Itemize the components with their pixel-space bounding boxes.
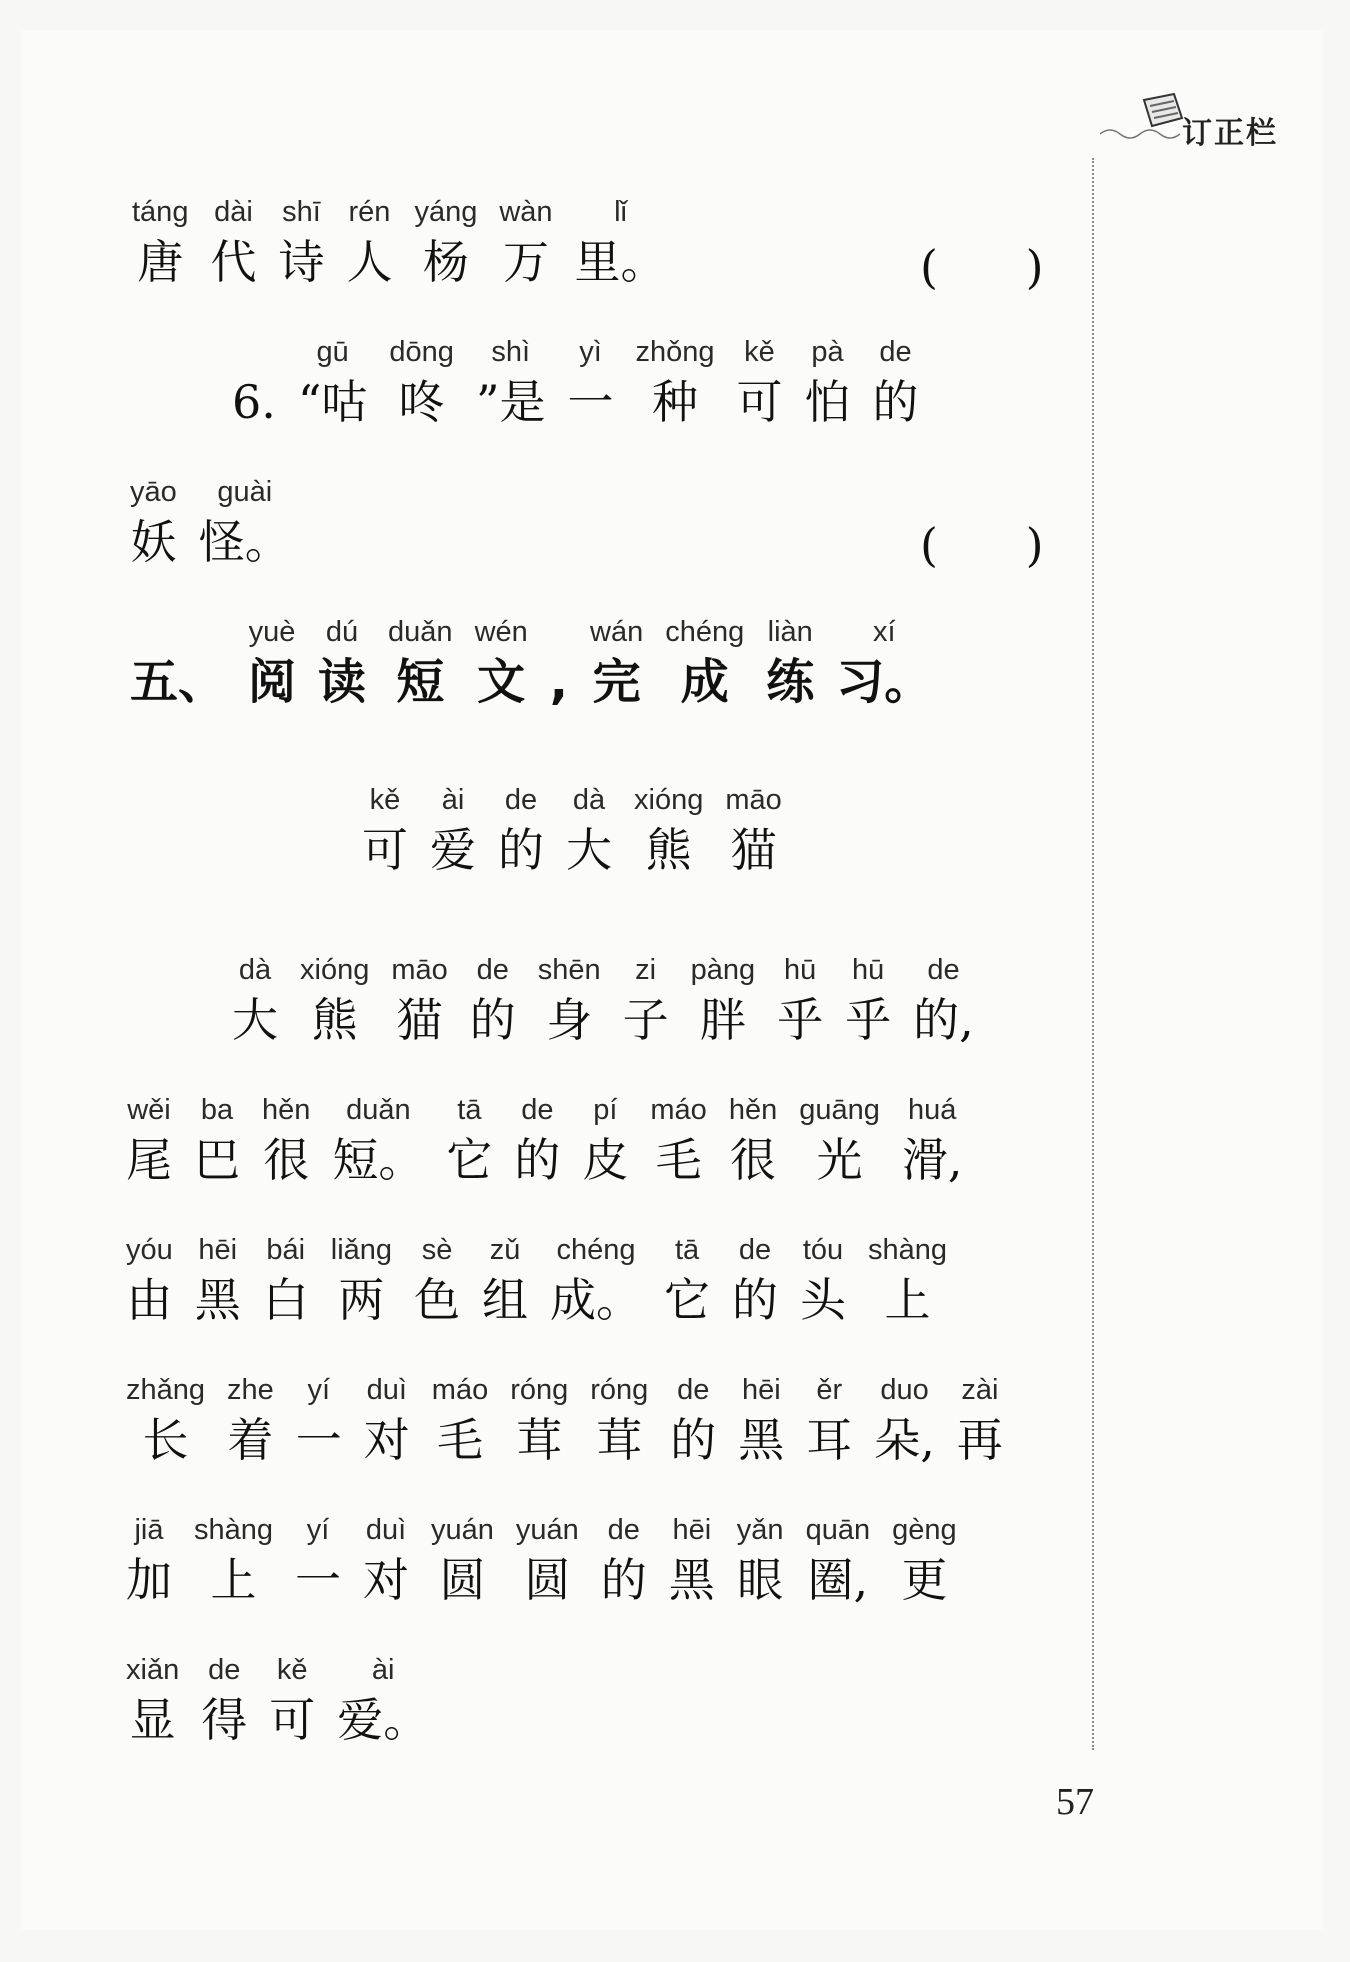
char-cell (126, 1370, 205, 1470)
pinyin: zhǒng (635, 336, 715, 368)
hanzi: 完 (592, 654, 641, 710)
pinyin: duǎn (388, 616, 453, 648)
pinyin: quān (805, 1514, 871, 1546)
hanzi: 杨 (422, 235, 469, 289)
pinyin: ài (441, 784, 465, 816)
pinyin: hēi (672, 1514, 712, 1546)
char-cell (650, 1090, 706, 1190)
hanzi: 的 (469, 993, 516, 1047)
pinyin: yí (306, 1514, 330, 1546)
char-cell (736, 332, 782, 432)
char-cell (799, 1090, 880, 1190)
hanzi: 读 (318, 654, 367, 710)
char-cell (388, 612, 453, 712)
char-cell (130, 612, 226, 712)
char-cell (346, 192, 392, 292)
char-cell (729, 1090, 777, 1190)
char-cell (806, 1370, 852, 1470)
hanzi: 人 (346, 235, 393, 289)
char-cell (232, 332, 276, 432)
hanzi: 上 (884, 1273, 931, 1327)
hanzi: 上 (210, 1553, 257, 1607)
hanzi: 可 (362, 823, 408, 877)
pinyin: guāng (799, 1094, 880, 1126)
pinyin: kě (744, 336, 775, 368)
pinyin: hū (784, 954, 817, 986)
pinyin: huá (907, 1094, 957, 1126)
pinyin: māo (391, 954, 448, 986)
pinyin: yāo (130, 476, 177, 508)
hanzi: 很 (263, 1133, 310, 1187)
char-cell (475, 612, 528, 712)
char-cell (800, 1230, 846, 1330)
pinyin: zhǎng (126, 1374, 206, 1406)
hanzi: 圈, (807, 1553, 869, 1607)
pinyin: tóu (802, 1234, 844, 1266)
pinyin: tā (457, 1094, 482, 1126)
pinyin: sè (421, 1234, 453, 1266)
pinyin: de (504, 784, 538, 816)
pinyin: dú (325, 616, 359, 648)
char-cell (263, 1230, 309, 1330)
pinyin: zi (635, 954, 657, 986)
char-cell (300, 950, 369, 1050)
pinyin: yǎn (736, 1514, 784, 1546)
pinyin: de (607, 1514, 640, 1546)
hanzi: 练 (766, 654, 815, 710)
hanzi: 文 (477, 654, 526, 710)
hanzi: 成。 (550, 1273, 643, 1327)
char-cell (201, 1650, 247, 1750)
char-cell (892, 1510, 957, 1610)
char-cell (590, 1370, 648, 1470)
hanzi: 更 (901, 1553, 948, 1607)
char-cell (590, 612, 643, 712)
pinyin: yì (579, 336, 602, 368)
char-cell (227, 1370, 274, 1470)
text-line-p4 (126, 1370, 1025, 1470)
hanzi: ”是 (475, 375, 546, 429)
hanzi: 短 (396, 654, 445, 710)
pinyin: xióng (634, 784, 704, 816)
char-cell (296, 1370, 342, 1470)
pinyin: wén (474, 616, 528, 648)
hanzi: 头 (800, 1273, 847, 1327)
pinyin: yuán (515, 1514, 579, 1546)
hanzi: 爱。 (337, 1693, 430, 1747)
pinyin: shàng (194, 1514, 274, 1546)
pinyin: māo (725, 784, 782, 816)
pinyin: chéng (665, 616, 745, 648)
char-cell (431, 1510, 494, 1610)
char-cell (957, 1370, 1003, 1470)
char-cell (804, 332, 850, 432)
char-cell (331, 1230, 392, 1330)
char-cell (414, 192, 477, 292)
pinyin: de (677, 1374, 710, 1406)
char-cell (337, 1650, 429, 1750)
pinyin: zhe (227, 1374, 274, 1406)
hanzi: 可 (269, 1693, 316, 1747)
hanzi: 毛 (655, 1133, 702, 1187)
hanzi: 里。 (574, 235, 667, 289)
hanzi: 怪。 (198, 515, 291, 569)
char-cell (664, 1230, 710, 1330)
char-cell (262, 1090, 310, 1190)
hanzi: 五、 (130, 654, 227, 710)
char-cell (389, 332, 454, 432)
hanzi: 再 (956, 1413, 1003, 1467)
char-cell (130, 472, 177, 572)
hanzi: 着 (227, 1413, 274, 1467)
char-cell (318, 612, 366, 712)
pinyin: róng (510, 1374, 569, 1406)
char-cell (132, 192, 188, 292)
hanzi: 茸 (516, 1413, 563, 1467)
pinyin: de (521, 1094, 554, 1126)
char-cell (332, 1090, 424, 1190)
hanzi: 的, (913, 993, 974, 1047)
hanzi: 妖 (130, 515, 177, 569)
hanzi: 圆 (439, 1553, 486, 1607)
hanzi: 两 (338, 1273, 385, 1327)
char-cell (414, 1230, 460, 1330)
hanzi: 乎 (845, 993, 892, 1047)
hanzi: 的 (670, 1413, 717, 1467)
hanzi: 的 (498, 823, 544, 877)
char-cell (777, 950, 823, 1050)
hanzi: 大 (566, 823, 612, 877)
text-line-p6 (126, 1650, 451, 1750)
char-cell (126, 1510, 172, 1610)
char-cell (582, 1090, 628, 1190)
char-cell (126, 1090, 172, 1190)
hanzi: 皮 (582, 1133, 629, 1187)
pinyin: hěn (262, 1094, 311, 1126)
hanzi: 茸 (596, 1413, 643, 1467)
hanzi: , (549, 654, 568, 710)
pinyin: duì (366, 1374, 407, 1406)
hanzi: 猫 (396, 993, 443, 1047)
hanzi: 光 (816, 1133, 863, 1187)
char-cell (248, 612, 296, 712)
hanzi: 成 (680, 654, 729, 710)
hanzi: 很 (730, 1133, 776, 1187)
pinyin: hěn (728, 1094, 778, 1126)
text-line-line2 (232, 332, 940, 432)
pinyin: dà (238, 954, 272, 986)
pinyin: hēi (741, 1374, 781, 1406)
pinyin: liǎng (330, 1234, 393, 1266)
hanzi: 种 (651, 375, 698, 429)
char-cell (295, 1510, 341, 1610)
char-cell (913, 950, 974, 1050)
pinyin: máo (650, 1094, 707, 1126)
hanzi: 的 (732, 1273, 779, 1327)
hanzi: 显 (129, 1693, 176, 1747)
char-cell (391, 950, 447, 1050)
pinyin: xióng (300, 954, 370, 986)
pinyin: máo (431, 1374, 489, 1406)
char-cell (278, 192, 324, 292)
correction-column-label: 订正栏 (1182, 116, 1278, 151)
pinyin: de (738, 1234, 772, 1266)
pinyin: pí (593, 1094, 618, 1126)
char-cell (872, 332, 918, 432)
text-line-p1 (232, 950, 996, 1050)
char-cell (498, 780, 544, 880)
pinyin: hēi (198, 1234, 238, 1266)
hanzi: 得 (201, 1693, 248, 1747)
char-cell (634, 780, 703, 880)
char-cell (199, 472, 291, 572)
pinyin: tā (674, 1234, 700, 1266)
char-cell (550, 612, 568, 712)
pinyin: pà (811, 336, 844, 368)
char-cell (476, 332, 546, 432)
pinyin: guài (217, 476, 273, 508)
hanzi: 的 (872, 375, 919, 429)
pinyin: dōng (389, 336, 454, 368)
char-cell (670, 1370, 716, 1470)
char-cell (874, 1370, 935, 1470)
hanzi: 一 (295, 1553, 342, 1607)
char-cell (364, 1370, 410, 1470)
hanzi: 唐 (137, 235, 184, 289)
pinyin: róng (590, 1374, 649, 1406)
char-cell (446, 1090, 492, 1190)
pinyin: ài (371, 1654, 395, 1686)
char-cell (126, 1650, 179, 1750)
char-cell (538, 950, 601, 1050)
answer-paren-2[interactable]: ( ) (920, 518, 1044, 572)
hanzi: 短。 (332, 1133, 425, 1187)
char-cell (232, 950, 278, 1050)
hanzi: 由 (126, 1273, 173, 1327)
hanzi: 乎 (777, 993, 824, 1047)
hanzi: 对 (363, 1553, 410, 1607)
pinyin: duo (880, 1374, 929, 1406)
pinyin: táng (132, 196, 189, 228)
page-number: 57 (1056, 1781, 1094, 1823)
pinyin: dà (572, 784, 606, 816)
hanzi: 咚 (398, 375, 445, 429)
pinyin: gū (316, 336, 349, 368)
char-cell (737, 1510, 784, 1610)
char-cell (126, 1230, 173, 1330)
pinyin: yí (307, 1374, 331, 1406)
pinyin: hū (852, 954, 885, 986)
char-cell (623, 950, 669, 1050)
correction-divider (1092, 158, 1094, 1750)
hanzi: 大 (232, 993, 278, 1047)
hanzi: 朵, (874, 1413, 935, 1467)
hanzi: 的 (514, 1133, 561, 1187)
char-cell (499, 192, 552, 292)
char-cell (836, 612, 932, 712)
hanzi: 色 (414, 1273, 461, 1327)
char-cell (432, 1370, 488, 1470)
char-cell (430, 780, 476, 880)
char-cell (601, 1510, 647, 1610)
hanzi: 眼 (737, 1553, 784, 1607)
hanzi: 万 (502, 235, 549, 289)
char-cell (194, 1510, 273, 1610)
text-line-line4 (130, 612, 954, 712)
char-cell (665, 612, 744, 712)
char-cell (470, 950, 516, 1050)
hanzi: 代 (210, 235, 257, 289)
hanzi: 圆 (524, 1553, 571, 1607)
pinyin: shī (282, 196, 321, 228)
pinyin: liàn (767, 616, 813, 648)
hanzi: 爱 (430, 823, 476, 877)
pinyin: shì (491, 336, 531, 368)
hanzi: 滑, (901, 1133, 963, 1187)
hanzi: 巴 (194, 1133, 240, 1187)
char-cell (482, 1230, 528, 1330)
hanzi: 毛 (436, 1413, 483, 1467)
char-cell (868, 1230, 947, 1330)
pinyin: ěr (816, 1374, 843, 1406)
char-cell (738, 1370, 784, 1470)
pinyin: rén (348, 196, 391, 228)
hanzi: 它 (664, 1273, 711, 1327)
hanzi: 它 (446, 1133, 493, 1187)
hanzi: 习。 (836, 654, 933, 710)
hanzi: 怕 (804, 375, 851, 429)
char-cell (195, 1230, 241, 1330)
pinyin: yáng (414, 196, 478, 228)
char-cell (902, 1090, 963, 1190)
hanzi: 一 (567, 375, 614, 429)
hanzi: 可 (736, 375, 783, 429)
pinyin: ba (200, 1094, 234, 1126)
text-line-line3 (130, 472, 313, 572)
pinyin: shēn (537, 954, 601, 986)
text-line-p3 (126, 1230, 969, 1330)
char-cell (550, 1230, 642, 1330)
wave-decoration-icon (1100, 122, 1190, 142)
char-cell (725, 780, 781, 880)
pinyin: duǎn (346, 1094, 411, 1126)
char-cell (691, 950, 756, 1050)
pinyin: zǔ (489, 1234, 521, 1266)
char-cell (575, 192, 667, 292)
hanzi: 熊 (645, 823, 692, 877)
char-cell (194, 1090, 240, 1190)
pinyin: de (208, 1654, 241, 1686)
pinyin: wěi (127, 1094, 171, 1126)
char-cell (766, 612, 814, 712)
char-cell (732, 1230, 778, 1330)
hanzi: 6. (232, 375, 276, 429)
pinyin: de (476, 954, 509, 986)
pinyin: kě (276, 1654, 308, 1686)
pinyin: pàng (690, 954, 756, 986)
text-line-p2 (126, 1090, 984, 1190)
pinyin: dài (214, 196, 253, 228)
hanzi: 阅 (248, 654, 297, 710)
pinyin: wán (590, 616, 644, 648)
pinyin: chéng (556, 1234, 636, 1266)
pinyin: zài (961, 1374, 999, 1406)
pinyin: shàng (868, 1234, 948, 1266)
hanzi: 组 (482, 1273, 529, 1327)
pinyin: yuè (248, 616, 296, 648)
char-cell (567, 332, 613, 432)
char-cell (806, 1510, 871, 1610)
hanzi: 诗 (278, 235, 325, 289)
pinyin: duì (365, 1514, 407, 1546)
hanzi: 熊 (311, 993, 358, 1047)
hanzi: 子 (622, 993, 669, 1047)
hanzi: 对 (363, 1413, 410, 1467)
char-cell (845, 950, 891, 1050)
hanzi: 身 (546, 993, 593, 1047)
char-cell (669, 1510, 715, 1610)
answer-paren-1[interactable]: ( ) (920, 240, 1044, 294)
hanzi: 黑 (738, 1413, 785, 1467)
char-cell (210, 192, 256, 292)
char-cell (635, 332, 714, 432)
hanzi: “咕 (297, 375, 368, 429)
pinyin: kě (369, 784, 401, 816)
hanzi: 尾 (126, 1133, 172, 1187)
char-cell (510, 1370, 568, 1470)
hanzi: 一 (295, 1413, 342, 1467)
hanzi: 黑 (194, 1273, 241, 1327)
pinyin: xí (872, 616, 896, 648)
pinyin: yóu (126, 1234, 173, 1266)
hanzi: 黑 (668, 1553, 715, 1607)
pinyin: lǐ (614, 196, 627, 228)
char-cell (516, 1510, 579, 1610)
hanzi: 白 (262, 1273, 309, 1327)
hanzi: 加 (126, 1553, 172, 1607)
pinyin: bái (266, 1234, 306, 1266)
pinyin: de (927, 954, 960, 986)
hanzi: 胖 (699, 993, 746, 1047)
char-cell (269, 1650, 315, 1750)
char-cell (514, 1090, 560, 1190)
pinyin: jiā (134, 1514, 164, 1546)
text-line-p5 (126, 1510, 979, 1610)
hanzi: 长 (142, 1413, 189, 1467)
text-line-line1 (132, 192, 689, 292)
pinyin: de (879, 336, 912, 368)
hanzi: 猫 (730, 823, 777, 877)
pinyin: xiǎn (126, 1654, 180, 1686)
pinyin: yuán (431, 1514, 494, 1546)
pinyin: gèng (892, 1514, 957, 1546)
hanzi: 的 (600, 1553, 647, 1607)
char-cell (298, 332, 368, 432)
char-cell (566, 780, 612, 880)
char-cell (362, 780, 408, 880)
char-cell (363, 1510, 409, 1610)
hanzi: 耳 (806, 1413, 853, 1467)
pinyin: wàn (499, 196, 553, 228)
text-line-title (362, 780, 804, 880)
